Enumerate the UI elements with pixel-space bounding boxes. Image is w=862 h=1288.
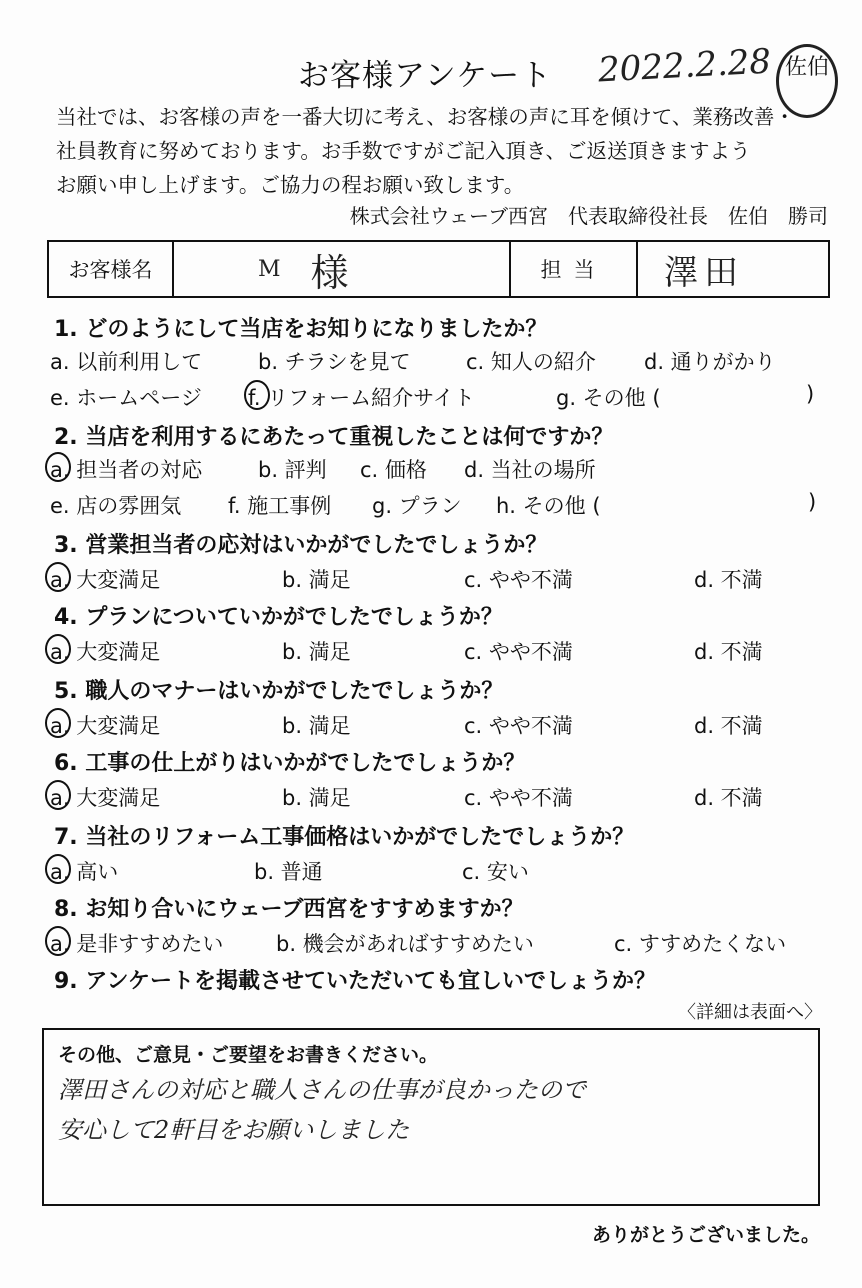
question-7: 7. 当社のリフォーム工事価格はいかがでしたでしょうか？: [54, 825, 635, 850]
comment-line-2: 安心して2軒目をお願いしました: [58, 1116, 410, 1144]
q1-option-d[interactable]: d. 通りがかり: [644, 350, 776, 374]
q8-option-c[interactable]: c. すすめたくない: [614, 932, 787, 956]
q2-option-h-close: ): [808, 490, 817, 514]
q2-option-b[interactable]: b. 評判: [258, 458, 327, 482]
question-2: 2. 当店を利用するにあたって重視したことは何ですか？: [54, 425, 614, 450]
question-4: 4. プランについていかがでしたでしょうか？: [54, 605, 503, 630]
comments-label: その他、ご意見・ご要望をお書きください。: [58, 1044, 439, 1066]
intro-line: お願い申し上げます。ご協力の程お願い致します。: [56, 173, 525, 197]
q1-option-g-close: ): [806, 382, 815, 406]
q5-option-c[interactable]: c. やや不満: [464, 714, 573, 738]
customer-name-suffix: 様: [310, 250, 349, 295]
selected-circle-mark: [45, 854, 71, 884]
selected-circle-mark: [45, 780, 71, 810]
q1-option-e[interactable]: e. ホームページ: [50, 386, 202, 410]
q6-option-c[interactable]: c. やや不満: [464, 786, 573, 810]
q1-option-a[interactable]: a. 以前利用して: [50, 350, 203, 374]
q5-option-b[interactable]: b. 満足: [282, 714, 351, 738]
intro-line: 当社では、お客様の声を一番大切に考え、お客様の声に耳を傾けて、業務改善・: [56, 105, 795, 129]
customer-name-field[interactable]: [174, 242, 511, 296]
customer-info-table: [47, 240, 830, 298]
handwritten-date: 2022.2.28: [597, 41, 772, 91]
q3-option-a[interactable]: a. 大変満足: [50, 568, 161, 592]
q5-option-d[interactable]: d. 不満: [694, 714, 763, 738]
selected-circle-mark: [45, 634, 71, 664]
q3-option-c[interactable]: c. やや不満: [464, 568, 573, 592]
question-6: 6. 工事の仕上がりはいかがでしたでしょうか？: [54, 751, 526, 776]
comments-box[interactable]: [42, 1028, 820, 1206]
q8-option-b[interactable]: b. 機会があればすすめたい: [276, 932, 534, 956]
intro-line: 社員教育に努めております。お手数ですがご記入頂き、ご返送頂きますよう: [56, 139, 751, 163]
selected-circle-mark: [45, 452, 71, 482]
q9-detail-note: 〈詳細は表面へ〉: [678, 1002, 822, 1023]
q6-option-b[interactable]: b. 満足: [282, 786, 351, 810]
intro-text: [56, 100, 795, 202]
q5-option-a[interactable]: a. 大変満足: [50, 714, 161, 738]
selected-circle-mark: [244, 380, 270, 410]
q1-option-g[interactable]: g. その他 (: [556, 386, 661, 410]
q3-option-d[interactable]: d. 不満: [694, 568, 763, 592]
question-1: 1. どのようにして当店をお知りになりましたか？: [54, 317, 548, 342]
q4-option-a[interactable]: a. 大変満足: [50, 640, 161, 664]
q2-option-e[interactable]: e. 店の雰囲気: [50, 494, 182, 518]
q4-option-d[interactable]: d. 不満: [694, 640, 763, 664]
q6-option-d[interactable]: d. 不満: [694, 786, 763, 810]
company-signature: 株式会社ウェーブ西宮 代表取締役社長 佐伯 勝司: [349, 204, 828, 228]
question-3: 3. 営業担当者の応対はいかがでしたでしょうか？: [54, 533, 548, 558]
staff-label: 担当: [511, 242, 638, 296]
q2-option-a[interactable]: a. 担当者の対応: [50, 458, 203, 482]
q2-option-c[interactable]: c. 価格: [360, 458, 427, 482]
question-9: 9. アンケートを掲載させていただいても宜しいでしょうか？: [54, 969, 657, 994]
q3-option-b[interactable]: b. 満足: [282, 568, 351, 592]
q7-option-a[interactable]: a. 高い: [50, 860, 119, 884]
q1-option-b[interactable]: b. チラシを見て: [258, 350, 411, 374]
thanks-text: ありがとうございました。: [591, 1224, 820, 1246]
q6-option-a[interactable]: a. 大変満足: [50, 786, 161, 810]
seal-stamp: 佐伯: [776, 44, 838, 118]
selected-circle-mark: [45, 562, 71, 592]
customer-name-value: M: [258, 256, 281, 282]
question-8: 8. お知り合いにウェーブ西宮をすすめますか？: [54, 897, 524, 922]
staff-name-value: 澤田: [664, 252, 744, 293]
q1-option-f[interactable]: f. リフォーム紹介サイト: [248, 386, 475, 410]
customer-name-label: お客様名: [49, 242, 174, 296]
q2-option-g[interactable]: g. プラン: [372, 494, 462, 518]
q7-option-b[interactable]: b. 普通: [254, 860, 323, 884]
comment-line-1: 澤田さんの対応と職人さんの仕事が良かったので: [58, 1076, 586, 1104]
selected-circle-mark: [45, 926, 71, 956]
question-5: 5. 職人のマナーはいかがでしたでしょうか？: [54, 679, 504, 704]
q2-option-d[interactable]: d. 当社の場所: [464, 458, 596, 482]
q2-option-h[interactable]: h. その他 (: [496, 494, 601, 518]
q4-option-b[interactable]: b. 満足: [282, 640, 351, 664]
q8-option-a[interactable]: a. 是非すすめたい: [50, 932, 224, 956]
q7-option-c[interactable]: c. 安い: [462, 860, 529, 884]
form-title: お客様アンケート: [298, 58, 553, 94]
staff-field[interactable]: [638, 242, 828, 296]
q2-option-f[interactable]: f. 施工事例: [228, 494, 332, 518]
q1-option-c[interactable]: c. 知人の紹介: [466, 350, 596, 374]
q4-option-c[interactable]: c. やや不満: [464, 640, 573, 664]
selected-circle-mark: [45, 708, 71, 738]
